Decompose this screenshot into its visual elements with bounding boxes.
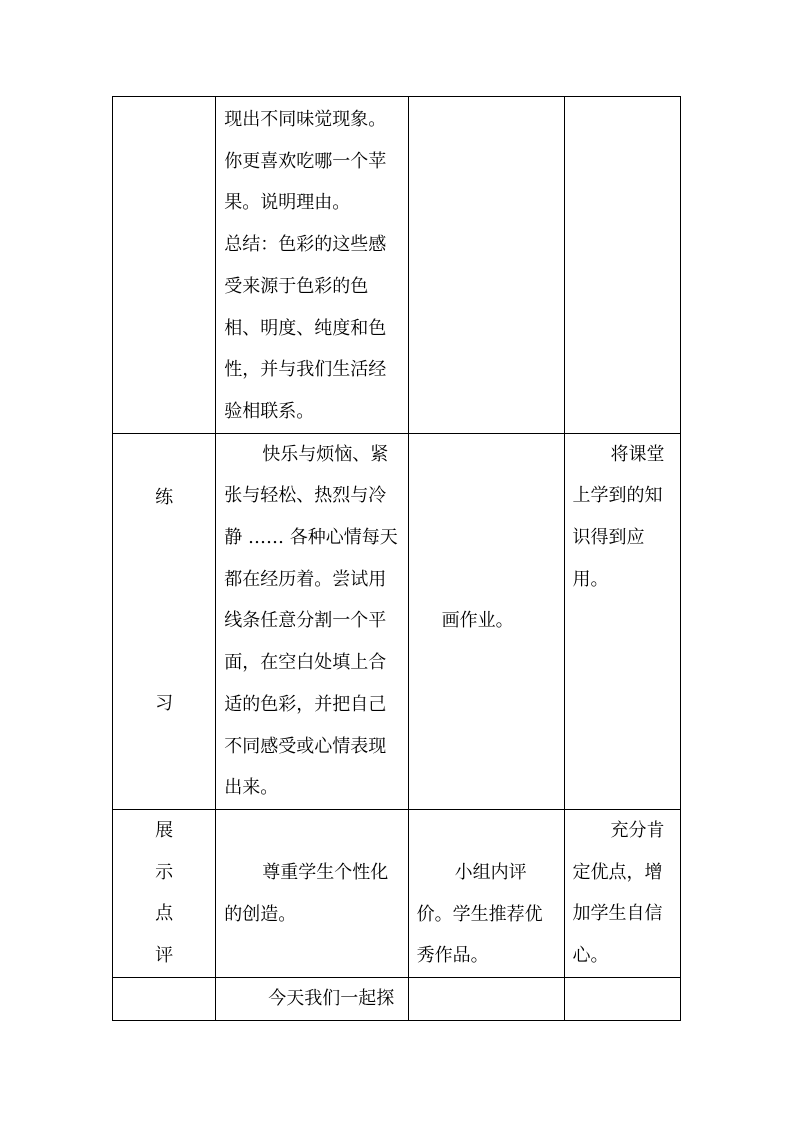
content-line: 快乐与烦恼、紧	[262, 443, 389, 465]
content-line: 受来源于色彩的色	[224, 275, 369, 297]
student-activity-cell	[408, 809, 564, 977]
content-cell	[216, 978, 408, 1021]
content-line: 尊重学生个性化	[262, 861, 389, 883]
stage-cell	[113, 97, 216, 434]
stage-cell	[113, 433, 216, 809]
student-activity-cell	[408, 433, 564, 809]
stage-label: 点	[155, 903, 174, 925]
stage-cell	[113, 978, 216, 1021]
student-activity-cell	[408, 978, 564, 1021]
content-line: 相、明度、纯度和色	[224, 317, 387, 339]
content-line: 验相联系。	[224, 400, 315, 422]
content-line: 不同感受或心情表现	[224, 735, 387, 757]
content-cell	[216, 809, 408, 977]
intent-line: 定优点，增	[572, 861, 663, 883]
table-row	[113, 978, 681, 1021]
student-activity-line: 小组内评	[454, 861, 527, 883]
student-activity-line: 价。学生推荐优	[416, 903, 543, 925]
content-line: 今天我们一起探	[268, 988, 395, 1010]
content-line: 的创造。	[224, 903, 297, 925]
table-row	[113, 97, 681, 434]
student-activity-line: 秀作品。	[416, 945, 489, 967]
student-activity-cell	[408, 97, 564, 434]
content-line: 张与轻松、热烈与冷	[224, 485, 387, 507]
intent-line: 识得到应	[572, 527, 645, 549]
design-intent-cell	[564, 978, 680, 1021]
design-intent-cell	[564, 433, 680, 809]
content-line: 静 …… 各种心情每天	[224, 527, 398, 549]
content-line: 出来。	[224, 777, 279, 799]
content-line: 面，在空白处填上合	[224, 652, 387, 674]
stage-label: 练	[155, 486, 174, 508]
intent-line: 上学到的知	[572, 485, 663, 507]
stage-label: 评	[155, 945, 174, 967]
lesson-plan-table	[112, 96, 681, 1021]
student-activity-text: 画作业。	[441, 609, 514, 631]
stage-cell	[113, 809, 216, 977]
intent-line: 用。	[572, 568, 609, 590]
table-row	[113, 433, 681, 809]
design-intent-cell	[564, 97, 680, 434]
intent-line: 心。	[572, 945, 609, 967]
intent-line: 将课堂	[610, 443, 665, 465]
content-line: 现出不同味觉现象。	[224, 109, 387, 130]
content-cell	[216, 97, 408, 434]
content-line: 线条任意分割一个平	[224, 610, 387, 632]
content-line: 总结：色彩的这些感	[224, 234, 387, 256]
content-line: 你更喜欢吃哪一个苹	[224, 150, 387, 172]
content-line: 果。说明理由。	[224, 192, 351, 214]
table-row	[113, 809, 681, 977]
design-intent-cell	[564, 809, 680, 977]
stage-label: 示	[155, 861, 174, 883]
content-cell	[216, 433, 408, 809]
stage-label: 展	[155, 819, 174, 841]
intent-line: 加学生自信	[572, 903, 663, 925]
content-line: 性，并与我们生活经	[224, 359, 387, 381]
intent-line: 充分肯	[610, 819, 665, 841]
stage-label: 习	[155, 692, 174, 714]
content-line: 都在经历着。尝试用	[224, 568, 387, 590]
content-line: 适的色彩，并把自己	[224, 693, 387, 715]
